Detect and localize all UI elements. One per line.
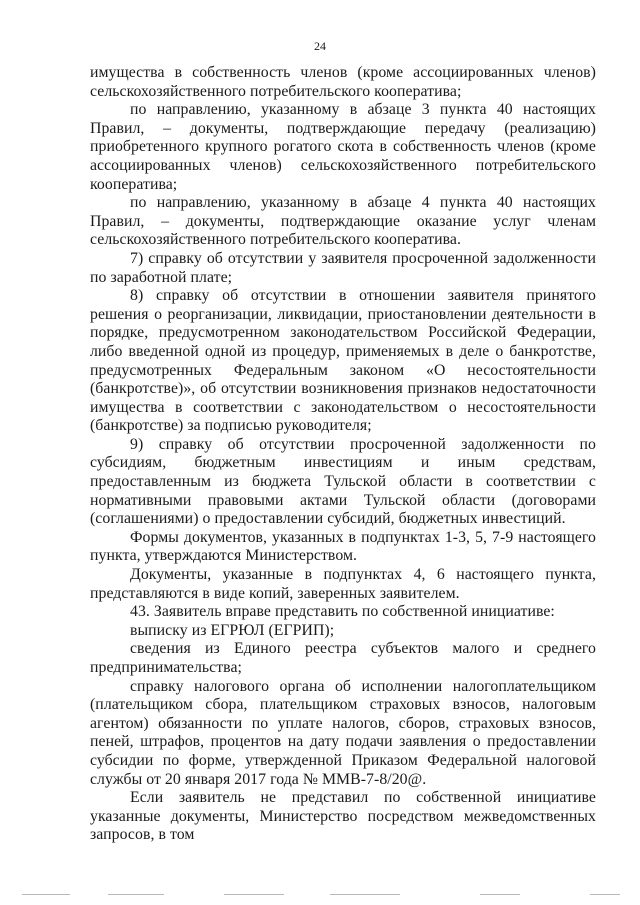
paragraph: Если заявитель не представил по собственной инициативе указанные документы, Министерство посредством межведомственных запросов, в том <box>90 789 596 844</box>
scan-dash <box>330 894 400 895</box>
scan-dash <box>22 894 70 895</box>
scan-dash <box>108 894 164 895</box>
scan-dash <box>590 894 620 895</box>
scan-dash <box>480 894 520 895</box>
document-body <box>90 64 596 845</box>
scan-dash <box>224 894 284 895</box>
paragraph: Документы, указанные в подпунктах 4, 6 настоящего пункта, представляются в виде копий, заверенных заявителем. <box>90 566 596 602</box>
paragraph: 43. Заявитель вправе представить по собственной инициативе: <box>130 603 555 621</box>
scan-edge-artifacts <box>0 885 640 905</box>
page-number: 24 <box>314 39 326 53</box>
paragraph: по направлению, указанному в абзаце 4 пункта 40 настоящих Правил, – документы, подтверждающие оказание услуг членам сельскохозяйственного потребительского кооператива. <box>90 194 596 249</box>
paragraph: 7) справку об отсутствии у заявителя просроченной задолженности по заработной плате; <box>90 249 596 286</box>
paragraph: 9) справку об отсутствии просроченной задолженности по субсидиям, бюджетным инвестициям и иным средствам, предоставленным из бюджета Тульской области в соответствии с нормативными правовыми актами Тульской области (договорами (соглашениями) о предоставлении субсидий, бюджетных инвестиций. <box>90 435 596 528</box>
paragraph: имущества в собственность членов (кроме ассоциированных членов) сельскохозяйственного потребительского кооператива; <box>90 64 596 100</box>
paragraph: сведения из Единого реестра субъектов малого и среднего предпринимательства; <box>90 640 596 676</box>
paragraph: выписку из ЕГРЮЛ (ЕГРИП); <box>130 621 335 639</box>
paragraph: 8) справку об отсутствии в отношении заявителя принятого решения о реорганизации, ликвидации, приостановлении деятельности в порядке, предусмотренном законодательством Российской Федерации, либо введенной одной из процедур, применяемых в деле о банкротстве, предусмотренных Федеральным законом «О несостоятельности (банкротстве)», об отсутствии возникновения признаков недостаточности имущества в соответствии с законодательством о несостоятельности (банкротстве) за подписью руководителя; <box>90 287 596 435</box>
paragraph: по направлению, указанному в абзаце 3 пункта 40 настоящих Правил, – документы, подтверждающие передачу (реализацию) приобретенного крупного рогатого скота в собственность членов (кроме ассоциированных членов) сельскохозяйственного потребительского кооператива; <box>90 101 596 193</box>
paragraph: справку налогового органа об исполнении налогоплательщиком (плательщиком сбора, плательщиком страховых взносов, налоговым агентом) обязанности по уплате налогов, сборов, страховых взносов, пеней, штрафов, процентов на дату подачи заявления о предоставлении субсидии по форме, утвержденной Приказом Федеральной налоговой службы от 20 января 2017 года № ММВ-7-8/20@. <box>90 677 596 788</box>
paragraph: Формы документов, указанных в подпунктах 1-3, 5, 7-9 настоящего пункта, утверждаются Министерством. <box>90 528 596 565</box>
